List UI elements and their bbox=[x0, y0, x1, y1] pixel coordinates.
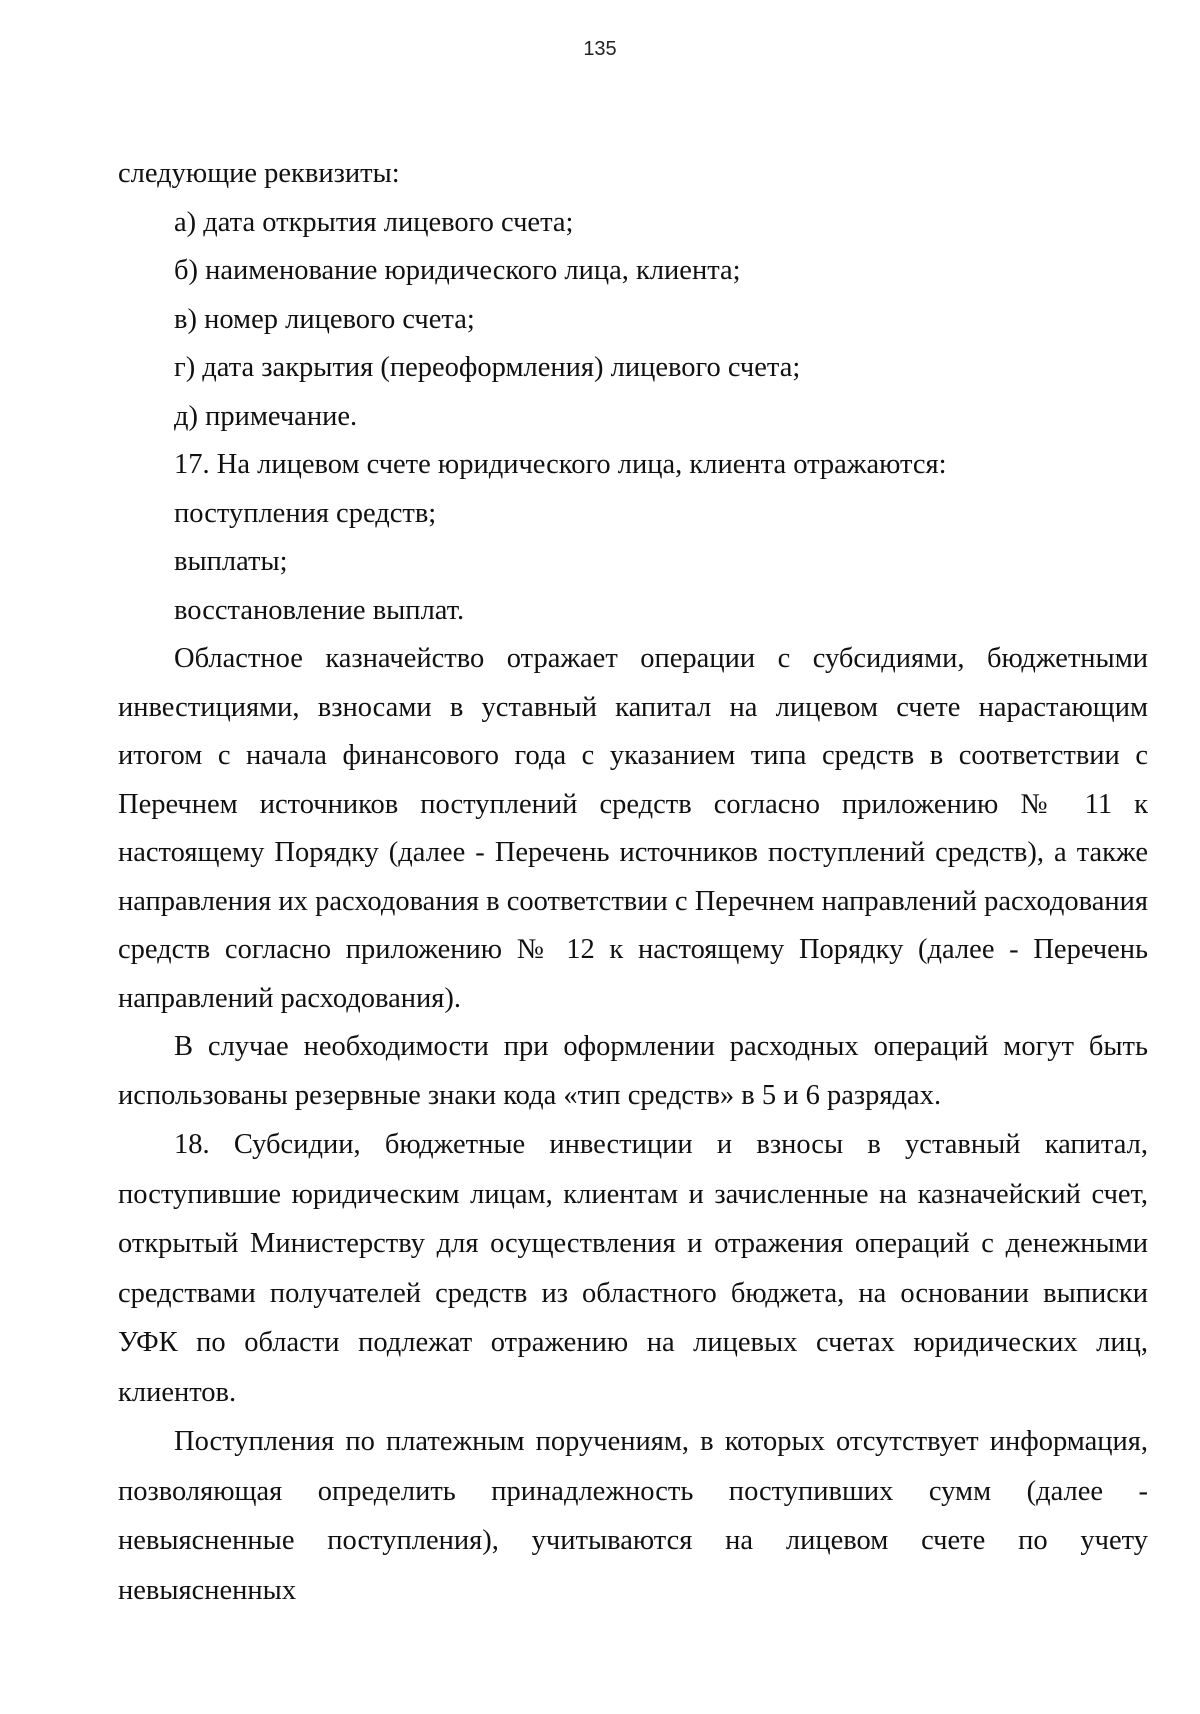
paragraph-reserve-codes: В случае необходимости при оформлении расходных операций могут быть использованы резервные знаки кода «тип средств» в 5 и 6 разрядах. bbox=[118, 1031, 1148, 1111]
list-item-g: г) дата закрытия (переоформления) лицевого счета; bbox=[174, 352, 801, 383]
list-item-a: а) дата открытия лицевого счета; bbox=[174, 206, 574, 238]
paragraph-unclear-receipts: Поступления по платежным поручениям, в которых отсутствует информация, позволяющая определить принадлежность поступивших сумм (далее - невыясненные поступления), учитываются на лицевом счете по учету невыясненных bbox=[118, 1426, 1148, 1606]
clause-17-item-restoration: восстановление выплат. bbox=[174, 594, 465, 626]
document-body bbox=[118, 150, 1148, 1615]
clause-18: 18. Субсидии, бюджетные инвестиции и взносы в уставный капитал, поступившие юридическим лицам, клиентам и зачисленные на казначейский счет, открытый Министерству для осуществления и отражения операций с денежными средствами получателей средств из областного бюджета, на основании выписки УФК по области подлежат отражению на лицевых счетах юридических лиц, клиентов. bbox=[118, 1129, 1148, 1408]
list-item-d: д) примечание. bbox=[174, 400, 358, 432]
clause-17-item-receipts: поступления средств; bbox=[174, 497, 437, 529]
list-item-b: б) наименование юридического лица, клиента; bbox=[174, 255, 741, 286]
clause-17: 17. На лицевом счете юридического лица, клиента отражаются: bbox=[174, 449, 947, 480]
list-item-v: в) номер лицевого счета; bbox=[174, 303, 475, 335]
clause-17-item-payments: выплаты; bbox=[174, 546, 288, 577]
page-number: 135 bbox=[583, 38, 617, 60]
paragraph-treasury: Областное казначейство отражает операции с субсидиями, бюджетными инвестициями, взносами в уставный капитал на лицевом счете нарастающим итогом с начала финансового года с указанием типа средств в соответствии с Перечнем источников поступлений средств согласно приложению № 11 к настоящему Порядку (далее - Перечень источников поступлений средств), а также направления их расходования в соответствии с Перечнем направлений расходования средств согласно приложению № 12 к настоящему Порядку (далее - Перечень направлений расходования). bbox=[118, 643, 1148, 1014]
paragraph-intro: следующие реквизиты: bbox=[118, 158, 400, 189]
